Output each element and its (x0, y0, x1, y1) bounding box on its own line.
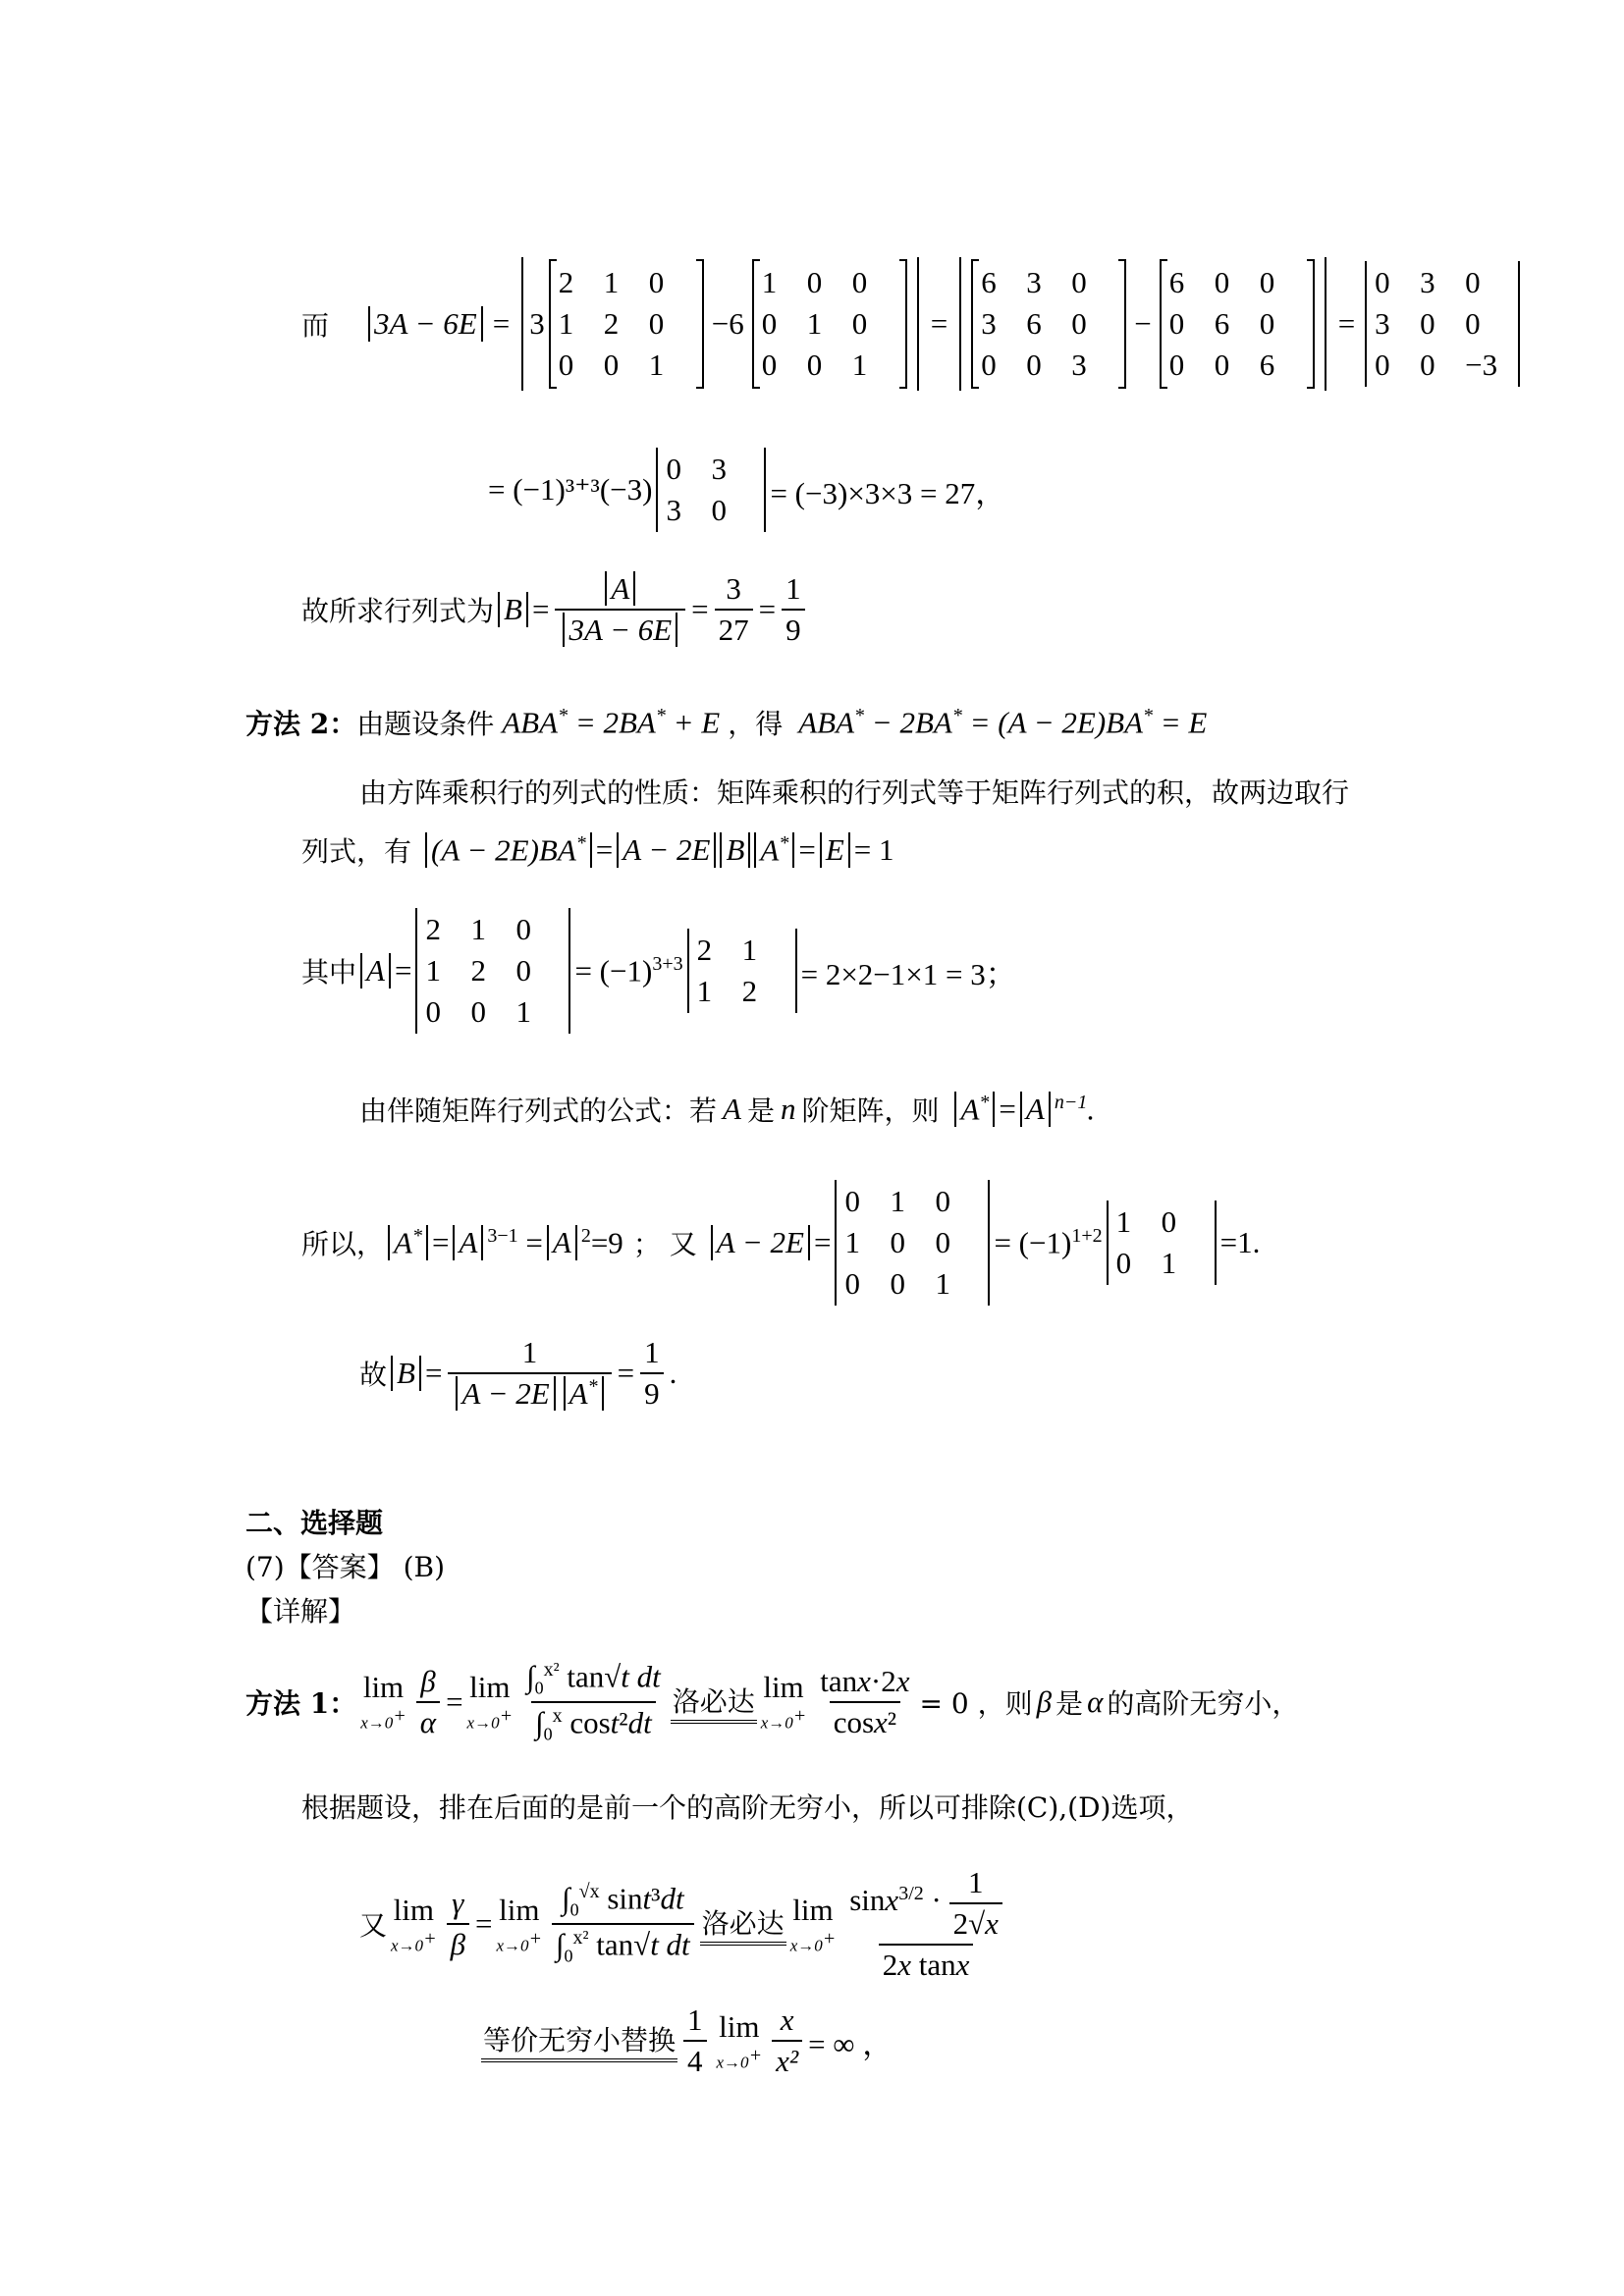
det-result-matrix: 0 3 0 3 0 0 0 0 −3 (1365, 261, 1520, 387)
method1-heading: 方法 1： (245, 1686, 357, 1720)
det-outer-2: 6 3 0 3 6 0 0 0 3 − 6 0 0 0 6 0 0 0 6 (959, 257, 1326, 391)
final-b: 故 B = $\frac{1}{A - 2E A^*}$ = $\frac{1}{9}$ . (359, 1335, 677, 1412)
result1-end: 的高阶无穷小， (1107, 1686, 1300, 1720)
adjoint-formula: 由伴随矩阵行列式的公式：若 A 是 n 阶矩阵，则 A* = A $^{n-1}$. (359, 1091, 1096, 1127)
adjoint-formula-prefix: 由伴随矩阵行列式的公式：若 (359, 1095, 718, 1127)
adjoint-formula-mid2: 阶矩阵，则 (801, 1095, 940, 1127)
matrix-6e: 6 0 0 0 6 0 0 0 6 (1160, 261, 1315, 387)
property-line2-prefix: 列式，有 (301, 835, 412, 868)
so-prefix: 所以， (301, 1228, 385, 1260)
expansion-prefix: = (−1)³⁺³(−3) (488, 472, 653, 507)
method2-intro-text: 由题设条件 (356, 708, 495, 740)
detail-label: 【详解】 (245, 1595, 356, 1628)
final-prefix: 故 (359, 1359, 388, 1392)
reason-line: 根据题设，排在后面的是前一个的高阶无穷小，所以可排除(C),(D)选项， (301, 1791, 1194, 1824)
infinity-tail: = ∞ ， (808, 2026, 893, 2061)
lhopital-label-2: 洛必达 (700, 1902, 786, 1946)
lim-gamma-beta: 又 lim x→0+ $\frac{\gamma}{\beta}$ = lim x→0+ $\frac{\int_0^{√x} \sin t^3dt}{\int_0^{x^2} \tan√t dt}$ 洛必达 lim x→0+ sinx$^{3/2}$ · $\frac{1}{2√x}$ 2x tanx (359, 1865, 1012, 1983)
result1-mid: 是 (1056, 1686, 1084, 1720)
section2-heading: 二、选择题 (245, 1507, 384, 1539)
det-a-2e-matrix: 0 1 0 1 0 0 0 0 1 (835, 1180, 990, 1306)
you-text: 又 (359, 1909, 388, 1942)
adjoint-formula-mid: 是 (746, 1095, 775, 1127)
matrix-e: 1 0 0 0 1 0 0 0 1 (752, 261, 907, 387)
result1-tail: = 0 ，则 (919, 1686, 1033, 1720)
matrix-3a: 6 3 0 3 6 0 0 0 3 (971, 261, 1126, 387)
det-outer-1: 3 2 1 0 1 2 0 0 0 1 −6 1 0 0 0 1 0 0 0 1 (521, 257, 918, 391)
matrix-a: 2 1 0 1 2 0 0 0 1 (549, 261, 704, 387)
lhopital-label-1: 洛必达 (671, 1681, 757, 1724)
equiv-line: 等价无穷小替换 $\frac{1}{4}$ lim x→0+ $\frac{x}{\text{x²}}$ = ∞ ， (483, 2002, 893, 2078)
det-a-minor: 2 1 1 2 (687, 929, 797, 1013)
conclusion-text: 故所求行列式为 (301, 595, 495, 627)
where-prefix: 其中 (301, 956, 357, 988)
text-er: 而 (301, 309, 330, 342)
conclusion-method1: 故所求行列式为 B = $\frac{A}{3A - 6E}$ = $\frac{3}{27}$ = $\frac{1}{9}$ (301, 571, 811, 648)
so-tail: =1. (1219, 1225, 1261, 1259)
so-line: 所以， A* = A $^{3-1}$ = A $^2$=9 ； 又 A − 2E = 0 1 0 1 0 0 0 0 1 = $(-1)^{1+2}$ 1 0 0 1 =1. (301, 1180, 1260, 1306)
det-3a-6e: 3A − 6E (368, 306, 483, 342)
method2-intro: 方法 2： 由题设条件 ABA* = 2BA* + E ，得 ABA* − 2BA* = (A − 2E)BA* = E (245, 704, 1208, 740)
equation-expansion (488, 448, 1005, 532)
minor-2x2: 0 3 3 0 (656, 448, 766, 532)
q7-answer: (7)【答案】 (B) (245, 1551, 445, 1583)
equation-3a-6e: 而 3A − 6E = 3 2 1 0 1 2 0 0 0 1 −6 1 0 0 0 1 0 0 0 1 = 6 3 0 3 6 0 0 0 3 − 6 0 0 0 6 0 0 0 6 = 0 3 0 3 0 0 0 0 −3 (301, 257, 1524, 391)
where-tail: = 2×2−1×1 = 3； (800, 956, 1016, 991)
so-mid: ； 又 (632, 1228, 697, 1260)
method2-intro-mid: ，得 (728, 708, 784, 740)
det-a-matrix: 2 1 0 1 2 0 0 0 1 (415, 908, 570, 1034)
expansion-result: = (−3)×3×3 = 27， (770, 475, 1006, 510)
property-line2: 列式，有 (A − 2E)BA* = A − 2E B A* = E = 1 (301, 831, 894, 868)
lim-beta-alpha: 方法 1： lim x→0+ $\frac{\beta}{\alpha}$ = lim x→0+ $\frac{\int_0^{x^2} \tan√t dt}{\int_0^x \cos t^2dt}$ 洛必达 lim x→0+ $\frac{\tan x\cdot 2x}{\text{cosx²}}$ = 0 ，则 β 是 α 的高阶无穷小， (245, 1659, 1300, 1744)
det-a-2e-minor: 1 0 0 1 (1107, 1201, 1217, 1285)
equiv-label: 等价无穷小替换 (481, 2019, 677, 2062)
det-a-line: 其中 A = 2 1 0 1 2 0 0 0 1 = $(-1)^{3+3}$ 2 1 1 2 = 2×2−1×1 = 3； (301, 908, 1016, 1034)
property-line1: 由方阵乘积行的列式的性质：矩阵乘积的行列式等于矩阵行列式的积，故两边取行 (359, 776, 1350, 809)
method2-heading: 方法 2： (245, 708, 357, 740)
